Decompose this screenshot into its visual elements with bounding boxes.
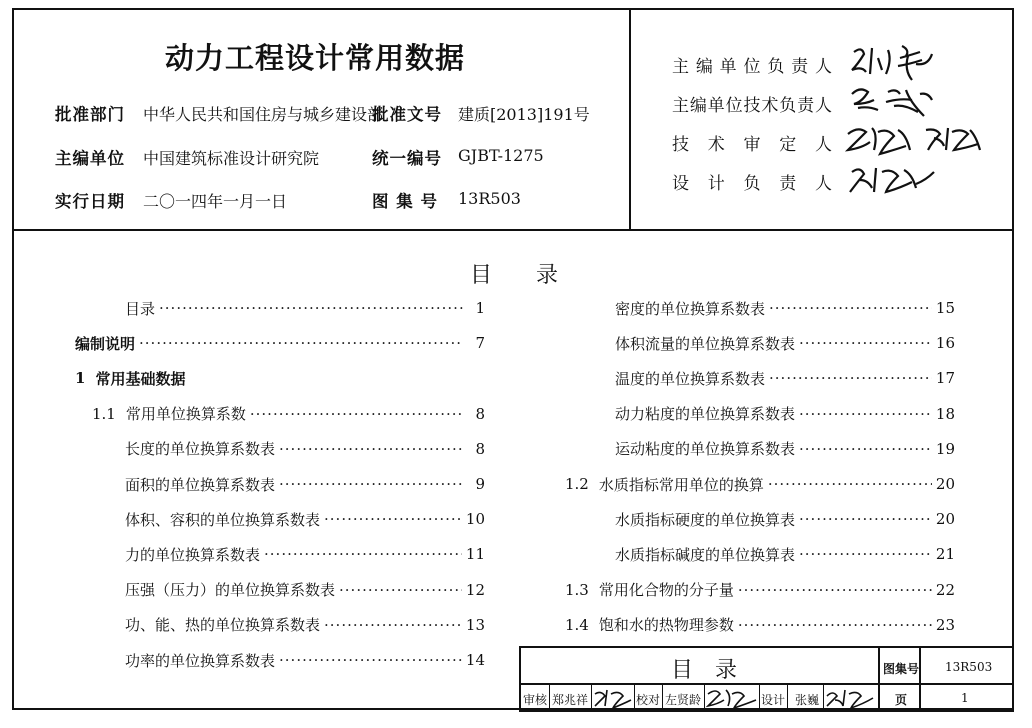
responsible-label: 主编单位负责人 — [672, 57, 832, 77]
toc-leader-dots — [769, 299, 932, 317]
toc-entry-label: 水质指标碱度的单位换算表 — [615, 545, 796, 564]
signature-reviewer-2 — [922, 120, 986, 158]
tb-sep — [662, 685, 663, 710]
tb-sep — [634, 685, 635, 710]
toc-entry-label: 长度的单位换算系数表 — [125, 440, 276, 459]
toc-entry-page: 15 — [935, 299, 955, 317]
toc-entry-label: 运动粘度的单位换算系数表 — [615, 440, 796, 459]
toc-entry-label: 常用基础数据 — [95, 369, 186, 388]
responsible-label: 技术审定人 — [672, 135, 832, 155]
toc-entry-page: 17 — [935, 369, 955, 388]
toc-entry-label: 编制说明 — [75, 334, 136, 353]
toc-leader-dots — [799, 545, 932, 563]
toc-entry-page: 10 — [465, 510, 485, 529]
toc-entry[interactable] — [565, 474, 955, 494]
responsible-label: 主编单位技术负责人 — [672, 96, 832, 116]
editor-unit-label: 主编单位 — [55, 149, 125, 168]
tb-sep — [704, 685, 705, 710]
toc-entry-page: 22 — [935, 580, 955, 599]
tb-divider-h — [521, 683, 1012, 685]
tb-sep — [549, 685, 550, 710]
responsible-row — [672, 52, 832, 77]
approval-dept-value: 中华人民共和国住房与城乡建设部 — [143, 105, 384, 124]
toc-leader-dots — [279, 651, 462, 669]
signature-chief — [848, 40, 938, 84]
toc-entry-page: 13 — [465, 615, 485, 634]
toc-entry[interactable] — [615, 509, 955, 529]
editor-unit-value: 中国建筑标准设计研究院 — [143, 149, 320, 168]
toc-entry-page: 23 — [935, 615, 955, 634]
tb-divider-v — [919, 648, 921, 710]
toc-leader-dots — [159, 299, 463, 317]
toc-leader-dots — [769, 369, 932, 387]
toc-entry[interactable] — [92, 404, 485, 424]
signature-tech-chief — [848, 82, 938, 122]
tb-review-name: 郑兆祥 — [552, 693, 589, 707]
tb-design-label: 设计 — [761, 693, 786, 707]
toc-leader-dots — [279, 440, 463, 458]
effective-date-label: 实行日期 — [55, 192, 125, 211]
toc-entry-page: 11 — [465, 545, 485, 564]
toc-entry-label: 目录 — [125, 299, 156, 318]
toc-entry-page: 9 — [475, 475, 485, 493]
toc-entry-label: 常用单位换算系数 — [125, 405, 246, 424]
toc-entry-page: 8 — [475, 439, 485, 458]
toc-entry-page: 8 — [475, 404, 485, 423]
toc-entry[interactable] — [125, 615, 485, 635]
toc-entry[interactable] — [565, 580, 955, 600]
toc-leader-dots — [738, 581, 932, 599]
tb-sep — [591, 685, 592, 710]
toc-entry-label: 功、能、热的单位换算系数表 — [125, 616, 321, 635]
tb-page-label: 页 — [895, 693, 908, 707]
header-divider — [12, 229, 1014, 231]
toc-entry-page: 21 — [935, 545, 955, 564]
toc-entry-page: 14 — [465, 651, 485, 669]
tb-sep — [823, 685, 824, 710]
toc-leader-dots — [250, 405, 463, 423]
toc-entry[interactable] — [125, 650, 485, 670]
toc-entry[interactable] — [615, 404, 955, 424]
toc-entry-label: 常用化合物的分子量 — [598, 581, 734, 600]
toc-entry[interactable] — [615, 333, 955, 353]
toc-leader-dots — [799, 440, 932, 458]
tb-atlas-label: 图集号 — [883, 662, 920, 676]
toc-entry-number: 1.3 — [565, 580, 589, 599]
toc-entry[interactable] — [615, 368, 955, 388]
unified-no-label: 统一编号 — [372, 149, 442, 168]
tb-divider-v — [878, 648, 880, 710]
toc-entry[interactable] — [75, 368, 485, 388]
toc-entry-number: 1 — [75, 369, 86, 388]
tb-name: 目 录 — [671, 658, 738, 683]
toc-entry-number: 1.4 — [565, 615, 589, 634]
toc-entry[interactable] — [615, 544, 955, 564]
responsible-row — [672, 91, 832, 116]
toc-entry[interactable] — [125, 544, 485, 564]
toc-entry-label: 压强（压力）的单位换算系数表 — [125, 581, 336, 600]
tb-check-name: 左贤龄 — [665, 693, 702, 707]
toc-entry-page: 20 — [935, 510, 955, 529]
toc-leader-dots — [768, 475, 932, 493]
unified-no-value: GJBT-1275 — [458, 146, 544, 165]
signature-design — [825, 686, 877, 710]
approval-doc-label: 批准文号 — [372, 105, 442, 124]
toc-entry-page: 7 — [475, 334, 485, 353]
toc-title: 目 录 — [470, 263, 559, 288]
toc-leader-dots — [738, 616, 932, 634]
toc-entry[interactable] — [125, 509, 485, 529]
toc-entry-label: 饱和水的热物理参数 — [598, 616, 734, 635]
toc-entry[interactable] — [75, 333, 485, 353]
toc-entry-label: 水质指标硬度的单位换算表 — [615, 510, 796, 529]
toc-entry-number: 1.2 — [565, 475, 589, 493]
toc-entry-page: 19 — [935, 439, 955, 458]
toc-entry[interactable] — [125, 580, 485, 600]
atlas-no-label: 图 集 号 — [372, 192, 438, 211]
toc-leader-dots — [799, 510, 932, 528]
toc-entry-label: 体积、容积的单位换算系数表 — [125, 510, 321, 529]
toc-entry[interactable] — [125, 298, 485, 318]
responsible-row — [672, 169, 832, 194]
atlas-no-value: 13R503 — [458, 189, 521, 208]
toc-entry-page: 18 — [935, 404, 955, 423]
toc-entry[interactable] — [125, 439, 485, 459]
header-column-divider — [629, 8, 631, 230]
toc-entry[interactable] — [615, 298, 955, 318]
toc-entry[interactable] — [565, 615, 955, 635]
toc-entry-page: 1 — [475, 299, 485, 317]
toc-entry-label: 水质指标常用单位的换算 — [598, 475, 764, 494]
toc-entry-label: 体积流量的单位换算系数表 — [615, 334, 796, 353]
toc-entry-label: 密度的单位换算系数表 — [615, 299, 766, 318]
toc-leader-dots — [264, 545, 462, 563]
responsible-label: 设计负责人 — [672, 174, 832, 194]
tb-sep — [787, 685, 788, 710]
toc-leader-dots — [324, 616, 462, 634]
signature-check — [706, 686, 758, 710]
signature-reviewer-1 — [844, 120, 916, 160]
tb-atlas-no: 13R503 — [945, 660, 993, 674]
approval-doc-value: 建质[2013]191号 — [458, 105, 590, 124]
toc-entry-page: 20 — [935, 475, 955, 493]
toc-entry-label: 力的单位换算系数表 — [125, 545, 261, 564]
toc-leader-dots — [799, 334, 932, 352]
approval-dept-label: 批准部门 — [55, 105, 125, 124]
signature-design-chief — [846, 158, 938, 200]
toc-entry[interactable] — [125, 474, 485, 494]
toc-entry-number: 1.1 — [92, 404, 116, 423]
toc-leader-dots — [324, 510, 462, 528]
responsible-row — [672, 130, 832, 155]
toc-entry-label: 动力粘度的单位换算系数表 — [615, 405, 796, 424]
toc-leader-dots — [139, 334, 463, 352]
toc-entry-page: 16 — [935, 334, 955, 353]
title-block — [519, 646, 1014, 712]
tb-design-name: 张巍 — [795, 693, 820, 707]
document-title: 动力工程设计常用数据 — [165, 41, 466, 75]
toc-leader-dots — [279, 475, 463, 493]
toc-leader-dots — [799, 405, 932, 423]
tb-review-label: 审核 — [523, 693, 548, 707]
toc-entry-label: 功率的单位换算系数表 — [125, 651, 276, 670]
toc-entry-label: 温度的单位换算系数表 — [615, 369, 766, 388]
signature-review — [593, 686, 633, 710]
tb-page-no: 1 — [961, 691, 969, 705]
toc-entry[interactable] — [615, 439, 955, 459]
effective-date-value: 二〇一四年一月一日 — [143, 192, 288, 211]
toc-leader-dots — [339, 581, 462, 599]
tb-sep — [759, 685, 760, 710]
toc-entry-page: 12 — [465, 580, 485, 599]
tb-check-label: 校对 — [636, 693, 661, 707]
toc-entry-label: 面积的单位换算系数表 — [125, 475, 276, 494]
